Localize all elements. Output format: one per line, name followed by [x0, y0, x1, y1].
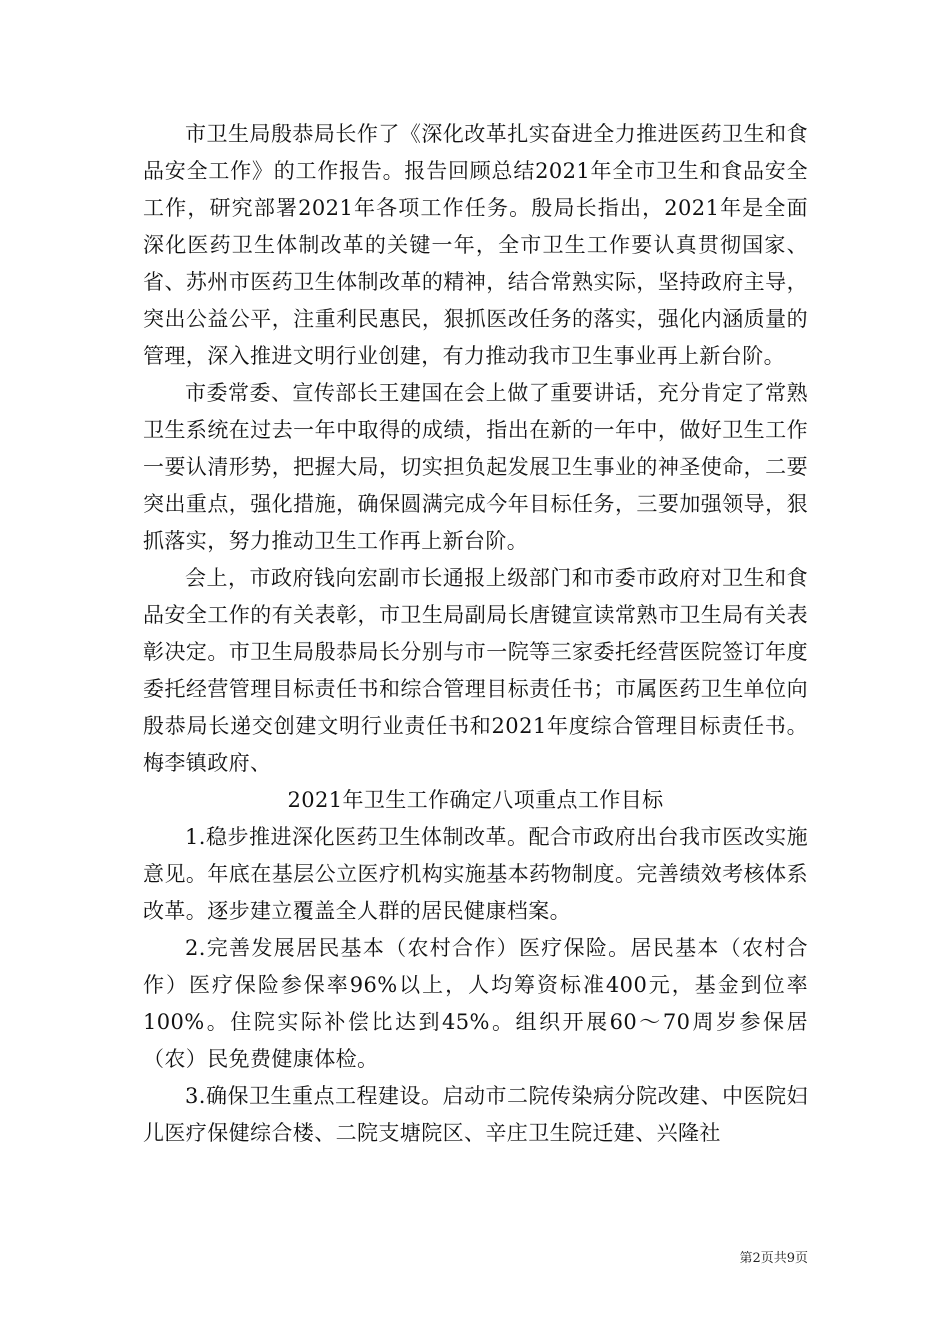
list-item-reform: 1.稳步推进深化医药卫生体制改革。配合市政府出台我市医改实施意见。年底在基层公立医疗机构实施基本药物制度。完善绩效考核体系改革。逐步建立覆盖全人群的居民健康档案。 — [143, 825, 808, 923]
paragraph-work-report: 市卫生局殷恭局长作了《深化改革扎实奋进全力推进医药卫生和食品安全工作》的工作报告。报告回顾总结2021年全市卫生和食品安全工作，研究部署2021年各项工作任务。殷局长指出，2021年是全面深化医药卫生体制改革的关键一年，全市卫生工作要认真贯彻国家、省、苏州市医药卫生体制改革的精神，结合常熟实际，坚持政府主导，突出公益公平，注重利民惠民，狠抓医改任务的落实，强化内涵质量的管理，深入推进文明行业创建，有力推动我市卫生事业再上新台阶。 — [143, 122, 808, 368]
list-item-construction: 3.确保卫生重点工程建设。启动市二院传染病分院改建、中医院妇儿医疗保健综合楼、二院支塘院区、辛庄卫生院迁建、兴隆社 — [143, 1084, 808, 1145]
page-number-footer: 第2页共9页 — [739, 1251, 808, 1266]
paragraph-speech: 市委常委、宣传部长王建国在会上做了重要讲话，充分肯定了常熟卫生系统在过去一年中取得的成绩，指出在新的一年中，做好卫生工作一要认清形势，把握大局，切实担负起发展卫生事业的神圣使命，二要突出重点，强化措施，确保圆满完成今年目标任务，三要加强领导，狠抓落实，努力推动卫生工作再上新台阶。 — [143, 381, 808, 553]
paragraph-commendations: 会上，市政府钱向宏副市长通报上级部门和市委市政府对卫生和食品安全工作的有关表彰，市卫生局副局长唐键宣读常熟市卫生局有关表彰决定。市卫生局殷恭局长分别与市一院等三家委托经营医院签订年度委托经营管理目标责任书和综合管理目标责任书；市属医药卫生单位向殷恭局长递交创建文明行业责任书和2021年度综合管理目标责任书。梅李镇政府、 — [143, 566, 808, 775]
list-item-insurance: 2.完善发展居民基本（农村合作）医疗保险。居民基本（农村合作）医疗保险参保率96%以上，人均筹资标准400元，基金到位率100%。住院实际补偿比达到45%。组织开展60～70周岁参保居（农）民免费健康体检。 — [143, 936, 808, 1071]
document-body — [143, 116, 808, 1152]
section-heading: 2021年卫生工作确定八项重点工作目标 — [287, 788, 664, 812]
